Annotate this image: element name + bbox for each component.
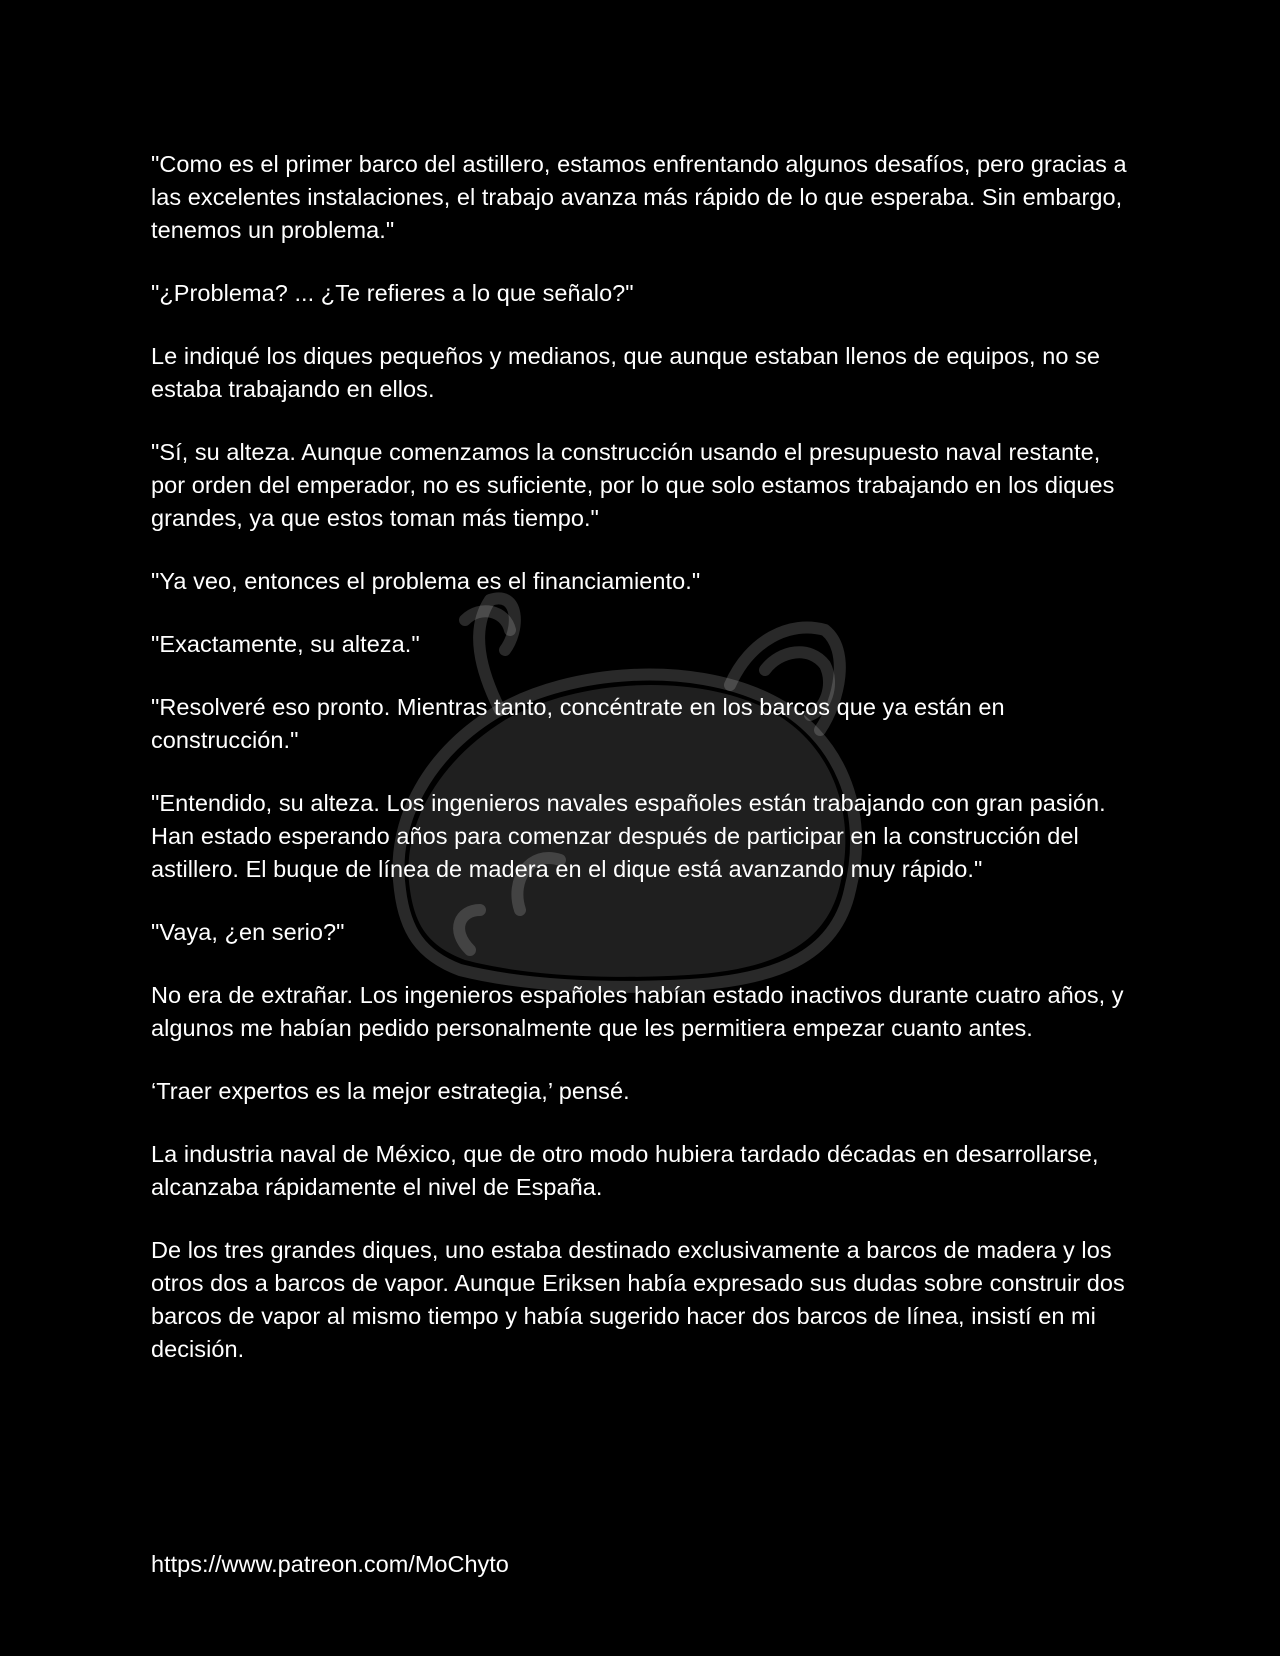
patreon-link[interactable]: https://www.patreon.com/MoChyto [151, 1551, 509, 1577]
paragraph: No era de extrañar. Los ingenieros españoles habían estado inactivos durante cuatro años, y algunos me habían pedido personalmente que les permitiera empezar cuanto antes. [151, 982, 1124, 1041]
paragraph: "¿Problema? ... ¿Te refieres a lo que señalo?" [151, 280, 634, 306]
paragraph: ‘Traer expertos es la mejor estrategia,’ pensé. [151, 1078, 630, 1104]
paragraph: De los tres grandes diques, uno estaba destinado exclusivamente a barcos de madera y los otros dos a barcos de vapor. Aunque Eriksen había expresado sus dudas sobre construir dos barcos de vapor al mismo tiempo y había sugerido hacer dos barcos de línea, insistí en mi decisión. [151, 1237, 1125, 1362]
paragraph: La industria naval de México, que de otro modo hubiera tardado décadas en desarrollarse, alcanzaba rápidamente el nivel de España. [151, 1141, 1099, 1200]
paragraph: "Entendido, su alteza. Los ingenieros navales españoles están trabajando con gran pasión. Han estado esperando años para comenzar después de participar en la construcción del astillero. El buque de línea de madera en el dique está avanzando muy rápido." [151, 790, 1106, 882]
paragraph: "Resolveré eso pronto. Mientras tanto, concéntrate en los barcos que ya están en construcción." [151, 694, 1005, 753]
paragraph: "Vaya, ¿en serio?" [151, 919, 345, 945]
paragraph: Le indiqué los diques pequeños y medianos, que aunque estaban llenos de equipos, no se estaba trabajando en ellos. [151, 343, 1100, 402]
paragraph: "Ya veo, entonces el problema es el financiamiento." [151, 568, 701, 594]
paragraph: "Como es el primer barco del astillero, estamos enfrentando algunos desafíos, pero gracias a las excelentes instalaciones, el trabajo avanza más rápido de lo que esperaba. Sin embargo, tenemos un problema." [151, 151, 1127, 243]
paragraph: "Exactamente, su alteza." [151, 631, 420, 657]
story-text [151, 148, 1141, 1396]
paragraph: "Sí, su alteza. Aunque comenzamos la construcción usando el presupuesto naval restante, por orden del emperador, no es suficiente, por lo que solo estamos trabajando en los diques grandes, ya que estos toman más tiempo." [151, 439, 1115, 531]
